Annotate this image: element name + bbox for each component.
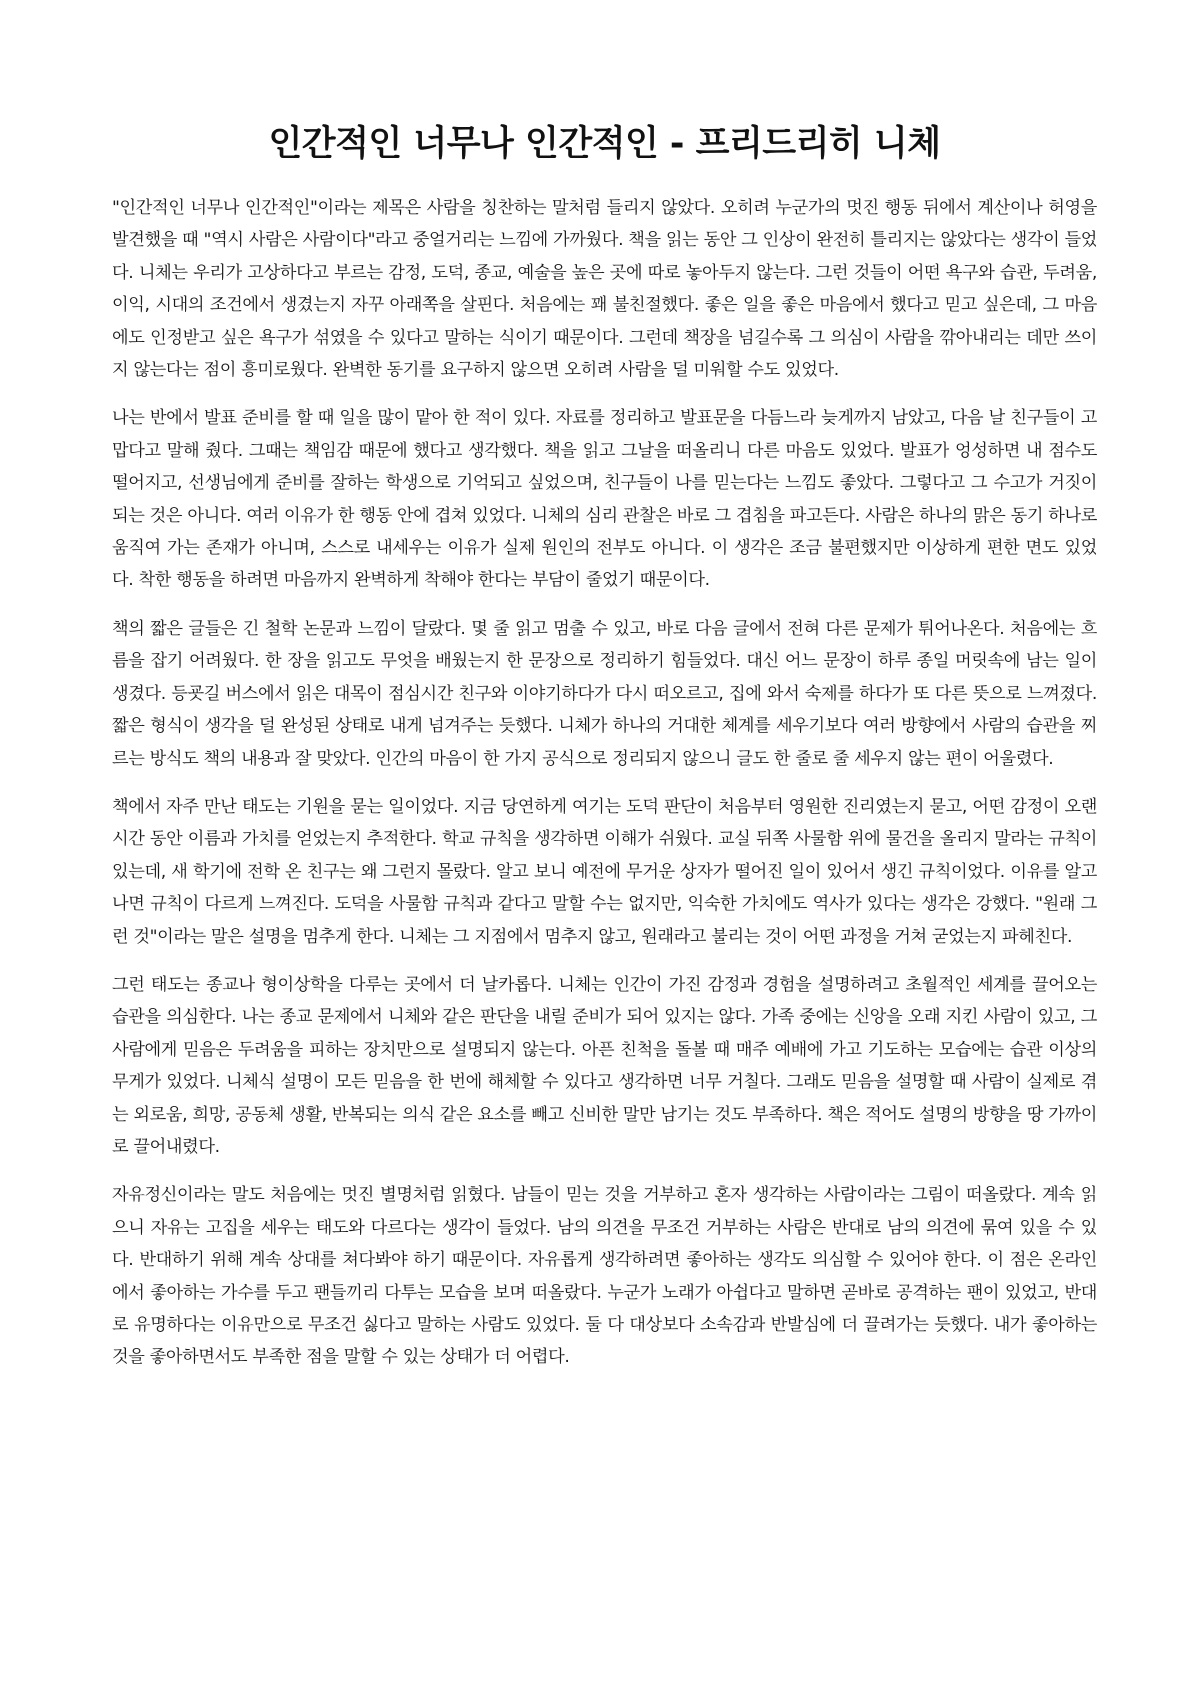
- paragraph-1: "인간적인 너무나 인간적인"이라는 제목은 사람을 칭찬하는 말처럼 들리지 않았다. 오히려 누군가의 멋진 행동 뒤에서 계산이나 허영을 발견했을 때 "역시 사람은 사람이다"라고 중얼거리는 느낌에 가까웠다. 책을 읽는 동안 그 인상이 완전히 틀리지는 않았다는 생각이 들었다. 니체는 우리가 고상하다고 부르는 감정, 도덕, 종교, 예술을 높은 곳에 따로 놓아두지 않는다. 그런 것들이 어떤 욕구와 습관, 두려움, 이익, 시대의 조건에서 생겼는지 자꾸 아래쪽을 살핀다. 처음에는 꽤 불친절했다. 좋은 일을 좋은 마음에서 했다고 믿고 싶은데, 그 마음에도 인정받고 싶은 욕구가 섞였을 수 있다고 말하는 식이기 때문이다. 그런데 책장을 넘길수록 그 의심이 사람을 깎아내리는 데만 쓰이지 않는다는 점이 흥미로웠다. 완벽한 동기를 요구하지 않으면 오히려 사람을 덜 미워할 수도 있었다.: [112, 198, 1097, 381]
- document-title: 인간적인 너무나 인간적인 - 프리드리히 니체: [268, 124, 941, 164]
- paragraph-2: 나는 반에서 발표 준비를 할 때 일을 많이 맡아 한 적이 있다. 자료를 정리하고 발표문을 다듬느라 늦게까지 남았고, 다음 날 친구들이 고맙다고 말해 줬다. 그때는 책임감 때문에 했다고 생각했다. 책을 읽고 그날을 떠올리니 다른 마음도 있었다. 발표가 엉성하면 내 점수도 떨어지고, 선생님에게 준비를 잘하는 학생으로 기억되고 싶었으며, 친구들이 나를 믿는다는 느낌도 좋았다. 그렇다고 그 수고가 거짓이 되는 것은 아니다. 여러 이유가 한 행동 안에 겹쳐 있었다. 니체의 심리 관찰은 바로 그 겹침을 파고든다. 사람은 하나의 맑은 동기 하나로 움직여 가는 존재가 아니며, 스스로 내세우는 이유가 실제 원인의 전부도 아니다. 이 생각은 조금 불편했지만 이상하게 편한 면도 있었다. 착한 행동을 하려면 마음까지 완벽하게 착해야 한다는 부담이 줄었기 때문이다.: [112, 408, 1097, 591]
- paragraph-5: 그런 태도는 종교나 형이상학을 다루는 곳에서 더 날카롭다. 니체는 인간이 가진 감정과 경험을 설명하려고 초월적인 세계를 끌어오는 습관을 의심한다. 나는 종교 문제에서 니체와 같은 판단을 내릴 준비가 되어 있지는 않다. 가족 중에는 신앙을 오래 지킨 사람이 있고, 그 사람에게 믿음은 두려움을 피하는 장치만으로 설명되지 않는다. 아픈 친척을 돌볼 때 매주 예배에 가고 기도하는 모습에는 습관 이상의 무게가 있었다. 니체식 설명이 모든 믿음을 한 번에 해체할 수 있다고 생각하면 너무 거칠다. 그래도 믿음을 설명할 때 사람이 실제로 겪는 외로움, 희망, 공동체 생활, 반복되는 의식 같은 요소를 빼고 신비한 말만 남기는 것도 부족하다. 책은 적어도 설명의 방향을 땅 가까이로 끌어내렸다.: [112, 974, 1097, 1157]
- document-body: [112, 192, 1097, 1374]
- paragraph-4: 책에서 자주 만난 태도는 기원을 묻는 일이었다. 지금 당연하게 여기는 도덕 판단이 처음부터 영원한 진리였는지 묻고, 어떤 감정이 오랜 시간 동안 이름과 가치를 얻었는지 추적한다. 학교 규칙을 생각하면 이해가 쉬웠다. 교실 뒤쪽 사물함 위에 물건을 올리지 말라는 규칙이 있는데, 새 학기에 전학 온 친구는 왜 그런지 몰랐다. 알고 보니 예전에 무거운 상자가 떨어진 일이 있어서 생긴 규칙이었다. 이유를 알고 나면 규칙이 다르게 느껴진다. 도덕을 사물함 규칙과 같다고 말할 수는 없지만, 익숙한 가치에도 역사가 있다는 생각은 강했다. "원래 그런 것"이라는 말은 설명을 멈추게 한다. 니체는 그 지점에서 멈추지 않고, 원래라고 불리는 것이 어떤 과정을 거쳐 굳었는지 파헤친다.: [112, 796, 1097, 947]
- paragraph-6: 자유정신이라는 말도 처음에는 멋진 별명처럼 읽혔다. 남들이 믿는 것을 거부하고 혼자 생각하는 사람이라는 그림이 떠올랐다. 계속 읽으니 자유는 고집을 세우는 태도와 다르다는 생각이 들었다. 남의 의견을 무조건 거부하는 사람은 반대로 남의 의견에 묶여 있을 수 있다. 반대하기 위해 계속 상대를 쳐다봐야 하기 때문이다. 자유롭게 생각하려면 좋아하는 생각도 의심할 수 있어야 한다. 이 점은 온라인에서 좋아하는 가수를 두고 팬들끼리 다투는 모습을 보며 떠올랐다. 누군가 노래가 아쉽다고 말하면 곧바로 공격하는 팬이 있었고, 반대로 유명하다는 이유만으로 무조건 싫다고 말하는 사람도 있었다. 둘 다 대상보다 소속감과 반발심에 더 끌려가는 듯했다. 내가 좋아하는 것을 좋아하면서도 부족한 점을 말할 수 있는 상태가 더 어렵다.: [112, 1185, 1097, 1368]
- paragraph-3: 책의 짧은 글들은 긴 철학 논문과 느낌이 달랐다. 몇 줄 읽고 멈출 수 있고, 바로 다음 글에서 전혀 다른 문제가 튀어나온다. 처음에는 흐름을 잡기 어려웠다. 한 장을 읽고도 무엇을 배웠는지 한 문장으로 정리하기 힘들었다. 대신 어느 문장이 하루 종일 머릿속에 남는 일이 생겼다. 등굣길 버스에서 읽은 대목이 점심시간 친구와 이야기하다가 다시 떠오르고, 집에 와서 숙제를 하다가 또 다른 뜻으로 느껴졌다. 짧은 형식이 생각을 덜 완성된 상태로 내게 넘겨주는 듯했다. 니체가 하나의 거대한 체계를 세우기보다 여러 방향에서 사람의 습관을 찌르는 방식도 책의 내용과 잘 맞았다. 인간의 마음이 한 가지 공식으로 정리되지 않으니 글도 한 줄로 줄 세우지 않는 편이 어울렸다.: [112, 618, 1097, 769]
